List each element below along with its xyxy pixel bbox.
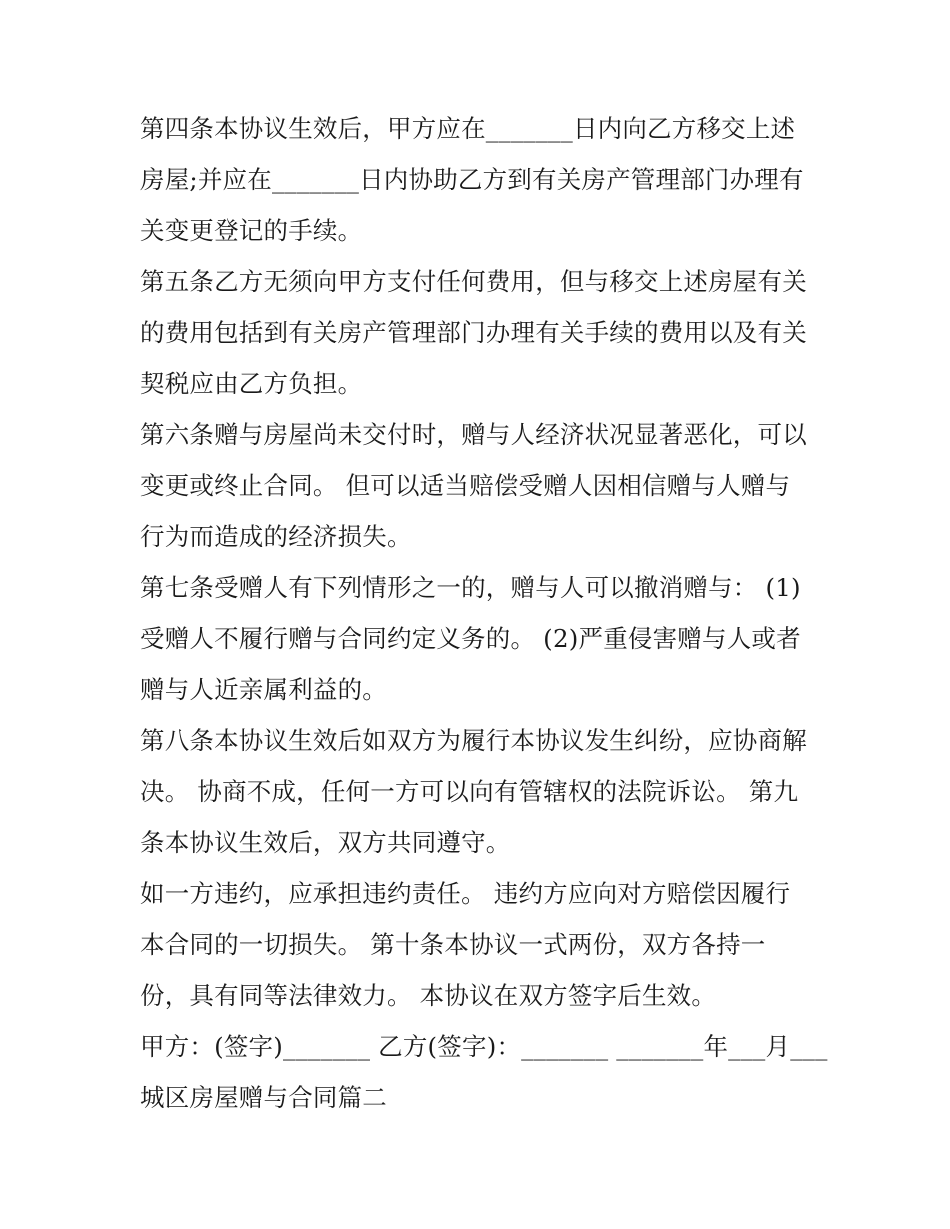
clause-8-line-2: 决。 协商不成，任何一方可以向有管辖权的法院诉讼。 第九	[140, 777, 799, 806]
clause-7-line-1: 第七条受赠人有下列情形之一的，赠与人可以撤消赠与： (1)	[140, 573, 801, 602]
clause-4-line-3: 关变更登记的手续。	[140, 216, 363, 245]
clause-7-line-2: 受赠人不履行赠与合同约定义务的。 (2)严重侵害赠与人或者	[140, 624, 801, 653]
clause-6-line-3: 行为而造成的经济损失。	[140, 522, 412, 551]
clause-6-line-2: 变更或终止合同。 但可以适当赔偿受赠人因相信赠与人赠与	[140, 471, 791, 500]
clause-9-line-1: 条本协议生效后，双方共同遵守。	[140, 828, 511, 857]
clause-6-line-1: 第六条赠与房屋尚未交付时，赠与人经济状况显著恶化，可以	[140, 420, 807, 449]
section-heading: 城区房屋赠与合同篇二	[140, 1083, 387, 1112]
clause-8-line-1: 第八条本协议生效后如双方为履行本协议发生纠纷，应协商解	[140, 726, 807, 755]
clause-4-line-1: 第四条本协议生效后，甲方应在_______日内向乙方移交上述	[140, 114, 796, 143]
clause-4-line-2: 房屋;并应在_______日内协助乙方到有关房产管理部门办理有	[140, 165, 804, 194]
clause-5-line-3: 契税应由乙方负担。	[140, 369, 363, 398]
clause-10-line-2: 份，具有同等法律效力。 本协议在双方签字后生效。	[140, 981, 717, 1010]
clause-10-line-1: 本合同的一切损失。 第十条本协议一式两份，双方各持一	[140, 930, 766, 959]
clause-5-line-2: 的费用包括到有关房产管理部门办理有关手续的费用以及有关	[140, 318, 807, 347]
clause-7-line-3: 赠与人近亲属利益的。	[140, 675, 387, 704]
clause-5-line-1: 第五条乙方无须向甲方支付任何费用，但与移交上述房屋有关	[140, 267, 807, 296]
signature-line: 甲方：(签字)_______ 乙方(签字)：_______ _______年___月___	[140, 1032, 828, 1061]
breach-line-1: 如一方违约，应承担违约责任。 违约方应向对方赔偿因履行	[140, 879, 791, 908]
